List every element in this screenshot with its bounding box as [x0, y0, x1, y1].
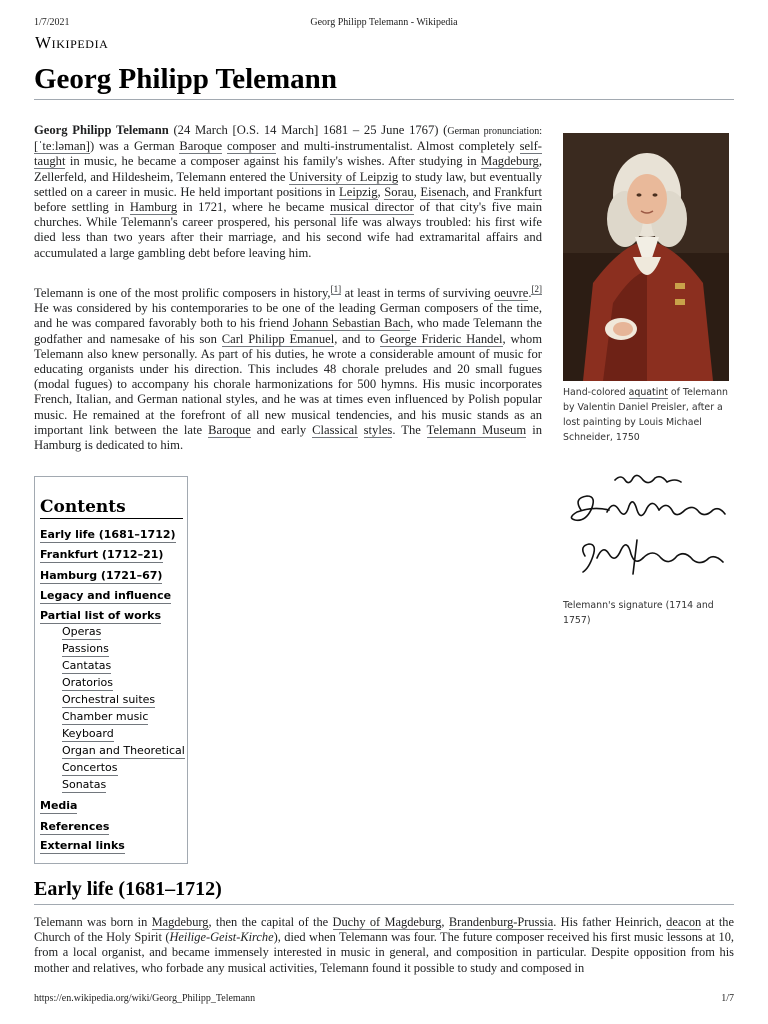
- intro-paragraph-1: Georg Philipp Telemann (24 March [O.S. 14 March] 1681 – 25 June 1767) (German pronunciation: [ˈteːləman]) was a German Baroque composer and multi-instrumentalist. Almost completely self-taught in music, he became a composer against his family's wishes. After studying in Magdeburg, Zellerfeld, and Hildesheim, Telemann entered the University of Leipzig to study law, but eventually settled on a career in music. He held important positions in Leipzig, Sorau, Eisenach, and Frankfurt before settling in Hamburg in 1721, where he became musical director of that city's five main churches. While Telemann's career prospered, his personal life was always troubled: his first wife died less than two years after their marriage, and his second wife had extramarital affairs and accumulated a large gambling debt before leaving him.: [34, 123, 543, 260]
- print-page-title: Georg Philipp Telemann - Wikipedia: [310, 17, 458, 28]
- table-of-contents: [34, 476, 188, 864]
- section-heading-early-life: Early life (1681–1712): [34, 876, 734, 905]
- link-aquatint[interactable]: aquatint: [628, 387, 668, 398]
- toc-item-media[interactable]: Media: [40, 799, 78, 812]
- reference-2-link[interactable]: [2]: [531, 283, 542, 294]
- toc-item-orchestral-suites[interactable]: Orchestral suites: [62, 693, 156, 706]
- toc-item-hamburg[interactable]: Hamburg (1721–67): [40, 569, 163, 582]
- toc-item-references[interactable]: References: [40, 820, 110, 833]
- link-leipzig[interactable]: Leipzig: [339, 184, 378, 199]
- pronunciation-label: German pronunciation:: [447, 126, 542, 137]
- page-title: Georg Philipp Telemann: [34, 60, 734, 100]
- link-johann-sebastian-bach[interactable]: Johann Sebastian Bach: [292, 316, 411, 331]
- link-styles[interactable]: styles: [363, 422, 393, 437]
- toc-item-external-links[interactable]: External links: [40, 839, 125, 852]
- toc-item-cantatas[interactable]: Cantatas: [62, 659, 112, 672]
- church-name: Heilige-Geist-Kirche: [169, 930, 274, 945]
- early-life-paragraph: Telemann was born in Magdeburg, then the capital of the Duchy of Magdeburg, Brandenburg-Prussia. His father Heinrich, deacon at the Church of the Holy Spirit (Heilige-Geist-Kirche), died when Telemann was four. The future composer received his first music lessons at 10, from a local organist, and became immensely interested in music in general, and composition in particular. Despite opposition from his mother and relatives, who forbade any musical activities, Telemann found it possible to study and composed in: [34, 915, 734, 975]
- portrait-image[interactable]: [563, 133, 729, 381]
- subject-name: Georg Philipp Telemann: [34, 123, 169, 137]
- link-composer[interactable]: composer: [226, 139, 276, 154]
- print-header: [34, 17, 734, 31]
- toc-item-organ[interactable]: Organ and Theoretical: [62, 744, 185, 757]
- signature-image[interactable]: [563, 470, 733, 592]
- print-url: https://en.wikipedia.org/wiki/Georg_Philipp_Telemann: [34, 993, 256, 1004]
- toc-item-chamber-music[interactable]: Chamber music: [62, 710, 149, 723]
- toc-item-works[interactable]: Partial list of works: [40, 609, 162, 622]
- link-baroque[interactable]: Baroque: [179, 139, 223, 154]
- toc-item-passions[interactable]: Passions: [62, 642, 109, 655]
- link-magdeburg[interactable]: Magdeburg: [481, 154, 539, 169]
- toc-item-concertos[interactable]: Concertos: [62, 761, 118, 774]
- infobox-portrait: [563, 133, 733, 445]
- toc-item-sonatas[interactable]: Sonatas: [62, 778, 107, 791]
- link-musical-director[interactable]: musical director: [329, 200, 414, 215]
- toc-item-early-life[interactable]: Early life (1681–1712): [40, 528, 176, 541]
- portrait-caption: Hand-colored aquatint of Telemann by Valentin Daniel Preisler, after a lost painting by Louis Michael Schneider, 1750: [563, 387, 728, 443]
- link-sorau[interactable]: Sorau: [384, 184, 414, 199]
- link-carl-philipp-emanuel[interactable]: Carl Philipp Emanuel: [221, 331, 335, 346]
- print-footer: [34, 993, 734, 1007]
- toc-item-frankfurt[interactable]: Frankfurt (1712–21): [40, 548, 164, 561]
- toc-item-oratorios[interactable]: Oratorios: [62, 676, 114, 689]
- toc-item-keyboard[interactable]: Keyboard: [62, 727, 114, 740]
- link-telemann-museum[interactable]: Telemann Museum: [426, 422, 527, 437]
- link-brandenburg-prussia[interactable]: Brandenburg-Prussia: [448, 915, 554, 929]
- toc-title: Contents: [40, 497, 183, 519]
- link-university-of-leipzig[interactable]: University of Leipzig: [289, 169, 399, 184]
- link-oeuvre[interactable]: oeuvre: [494, 286, 529, 300]
- toc-item-legacy[interactable]: Legacy and influence: [40, 589, 172, 602]
- reference-1-link[interactable]: [1]: [330, 283, 342, 294]
- signature-figure: [563, 470, 733, 628]
- link-baroque-2[interactable]: Baroque: [208, 422, 251, 437]
- intro-paragraph-2: Telemann is one of the most prolific composers in history,[1] at least in terms of surviving oeuvre.[2] He was considered by his contemporaries to be one of the leading German composers of the time, and he was compared favorably both to his friend Johann Sebastian Bach, who made Telemann the godfather and namesake of his son Carl Philipp Emanuel, and to George Frideric Handel, whom Telemann also knew personally. As part of his duties, he wrote a considerable amount of music for educating organists under his direction. This includes 48 chorale preludes and 20 small fugues (modal fugues) to accompany his chorale harmonizations for 500 hymns. His music incorporates French, Italian, and German national styles, and he was at times even influenced by Polish popular music. He remained at the forefront of all new musical tendencies, and his music stands as an important link between the late Baroque and early Classical styles. The Telemann Museum in Hamburg is dedicated to him.: [34, 283, 542, 453]
- link-handel[interactable]: George Frideric Handel: [379, 331, 503, 346]
- link-self-taught[interactable]: self-taught: [34, 139, 542, 169]
- link-classical[interactable]: Classical: [312, 422, 358, 437]
- link-deacon[interactable]: deacon: [666, 915, 702, 929]
- link-eisenach[interactable]: Eisenach: [420, 184, 466, 199]
- print-page-number: 1/7: [721, 993, 734, 1004]
- toc-item-operas[interactable]: Operas: [62, 625, 102, 638]
- link-hamburg[interactable]: Hamburg: [129, 200, 178, 215]
- print-date: 1/7/2021: [34, 17, 70, 28]
- link-duchy-of-magdeburg[interactable]: Duchy of Magdeburg: [332, 915, 442, 929]
- wikipedia-wordmark[interactable]: Wikipedia: [35, 33, 109, 52]
- ipa-link[interactable]: [ˈteːləman]: [34, 139, 90, 154]
- link-frankfurt[interactable]: Frankfurt: [494, 184, 542, 199]
- signature-caption: Telemann's signature (1714 and 1757): [563, 600, 714, 626]
- link-magdeburg-2[interactable]: Magdeburg: [151, 915, 209, 929]
